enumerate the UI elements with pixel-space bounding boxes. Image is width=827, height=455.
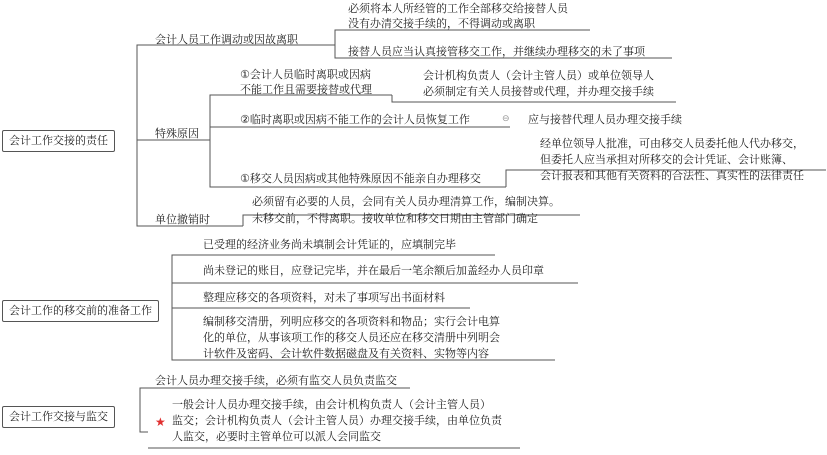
prep-fill-vouchers: 已受理的经济业务尚未填制会计凭证的，应填制完毕 (203, 238, 456, 251)
star-icon: ★ (155, 415, 166, 429)
prep-handover-list-3: 计软件及密码、会计软件数据磁盘及有关资料、实物等内容 (203, 347, 489, 360)
case-temporary-leave-head-1: ①会计人员临时离职或因病 (240, 68, 371, 81)
case-resume-work-detail: 应与接替代理人员办理交接手续 (528, 113, 682, 126)
note-supervision-rule-2: 监交；会计机构负责人（会计主管人员）办理交接手续，由单位负责 (172, 414, 502, 427)
link-icon[interactable]: ⊖ (502, 114, 510, 124)
case-delegate-detail-3: 会计报表和其他有关资料的合法性、真实性的法律责任 (540, 169, 804, 182)
prep-complete-ledger: 尚未登记的账目，应登记完毕，并在最后一笔余额后加盖经办人员印章 (203, 264, 544, 277)
note-hand-over-all-work: 必须将本人所经管的工作全部移交给接替人员 (348, 2, 568, 15)
note-supervisor-required: 会计人员办理交接手续，必须有监交人员负责监交 (155, 374, 397, 387)
prep-handover-list-2: 化的单位，从事该项工作的移交人员还应在移交清册中列明会 (203, 331, 500, 344)
connector (137, 45, 148, 226)
topic-handover-supervision[interactable]: 会计工作交接与监交 (2, 406, 115, 428)
topic-handover-preparation[interactable]: 会计工作的移交前的准备工作 (2, 300, 159, 322)
case-temporary-leave-head-2: 不能工作且需要接替或代理 (240, 83, 372, 96)
topic-handover-responsibility[interactable]: 会计工作交接的责任 (2, 130, 115, 152)
case-delegate-detail-1: 经单位领导人批准，可由移交人员委托他人代办移交， (540, 137, 804, 150)
note-liquidation-staff: 必须留有必要的人员，会同有关人员办理清算工作，编制决算。 (252, 195, 560, 208)
note-no-transfer-without-handover: 没有办清交接手续的，不得调动或离职 (348, 17, 535, 30)
case-temporary-leave-detail-1: 会计机构负责人（会计主管人员）或单位领导人 (423, 69, 654, 82)
branch-special-reasons[interactable]: 特殊原因 (155, 127, 199, 140)
branch-unit-dissolved[interactable]: 单位撤销时 (155, 213, 210, 226)
case-delegate-detail-2: 但委托人应当承担对所移交的会计凭证、会计账簿、 (540, 153, 793, 166)
case-delegate-head: ①移交人员因病或其他特殊原因不能亲自办理移交 (240, 172, 481, 185)
branch-transfer-or-resignation[interactable]: 会计人员工作调动或因故离职 (155, 33, 298, 46)
note-successor-takes-over: 接替人员应当认真接管移交工作，并继续办理移交的未了事项 (348, 45, 645, 58)
prep-organize-materials: 整理应移交的各项资料，对未了事项写出书面材料 (203, 291, 445, 304)
note-supervision-rule-3: 人监交，必要时主管单位可以派人会同监交 (172, 430, 381, 443)
case-temporary-leave-detail-2: 必须制定有关人员接替或代理，并办理交接手续 (423, 85, 654, 98)
note-no-leave-before-handover: 未移交前，不得离职。接收单位和移交日期由主管部门确定 (252, 212, 538, 225)
note-supervision-rule-1: 一般会计人员办理交接手续，由会计机构负责人（会计主管人员） (172, 398, 491, 411)
case-resume-work-head: ②临时离职或因病不能工作的会计人员恢复工作 (240, 113, 470, 126)
prep-handover-list-1: 编制移交清册，列明应移交的各项资料和物品；实行会计电算 (203, 315, 500, 328)
